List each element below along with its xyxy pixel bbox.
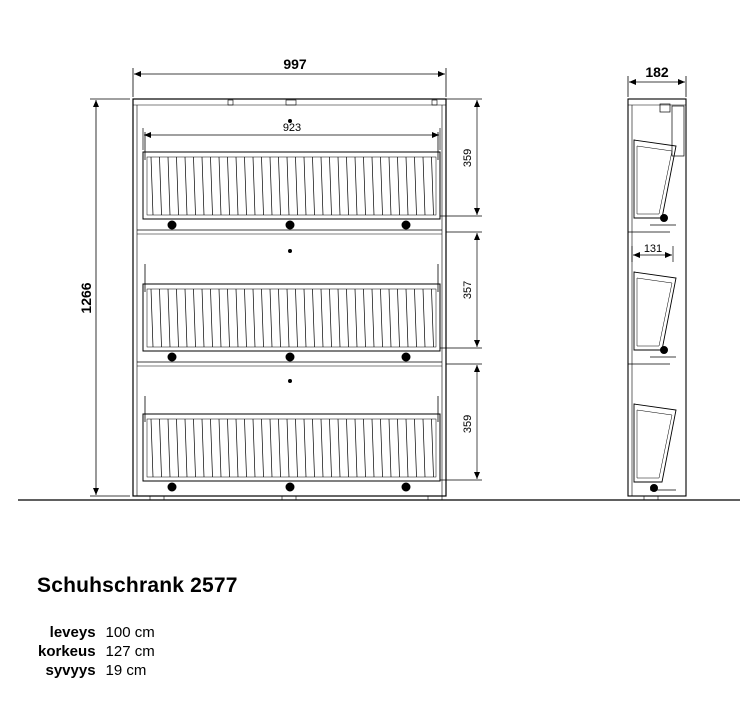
specs-table	[38, 623, 155, 680]
basket-1-bars	[151, 157, 434, 215]
spec-label: korkeus	[38, 643, 96, 660]
dimension-inner-depth-label: 131	[643, 243, 663, 255]
dimension-width	[133, 68, 446, 97]
spec-value: 127 cm	[105, 643, 155, 660]
basket-3-bars	[151, 419, 434, 477]
dimension-depth-label: 182	[645, 64, 669, 80]
basket-3	[143, 396, 440, 491]
spec-row	[38, 642, 155, 661]
basket-2	[143, 264, 440, 361]
spec-value: 100 cm	[105, 624, 155, 641]
spec-row	[38, 623, 155, 642]
dimension-height	[90, 99, 130, 496]
basket-2-bars	[151, 289, 434, 347]
dimension-height-label: 1266	[78, 282, 94, 314]
dimension-shelf-3-label: 359	[462, 414, 474, 434]
dimension-inner-width-label: 923	[282, 122, 302, 134]
spec-label: leveys	[49, 624, 96, 641]
dimension-width-label: 997	[283, 56, 307, 72]
basket-1	[143, 132, 440, 229]
side-view	[628, 99, 686, 500]
spec-label: syvyys	[45, 662, 96, 679]
dimension-shelf-1-label: 359	[462, 148, 474, 168]
dimension-shelf-2-label: 357	[462, 280, 474, 300]
product-title: Schuhschrank 2577	[37, 574, 238, 597]
spec-value: 19 cm	[105, 662, 147, 679]
front-view	[133, 99, 446, 500]
spec-row	[38, 661, 155, 680]
